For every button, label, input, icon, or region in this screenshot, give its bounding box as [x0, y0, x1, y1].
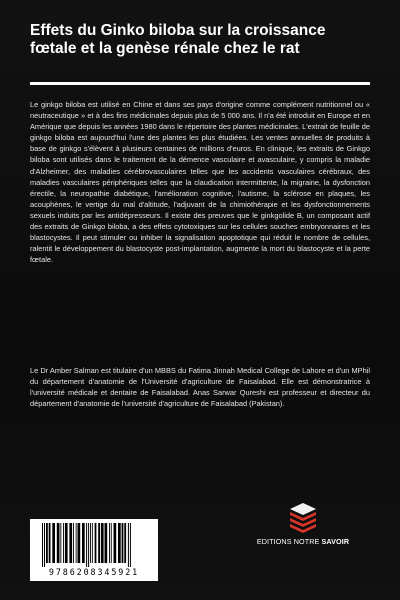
book-stack-icon	[283, 500, 323, 534]
publisher-name	[248, 537, 358, 546]
author-bio: Le Dr Amber Salman est titulaire d'un MBBS du Fatima Jinnah Medical College de Lahore et d'un MPhil du département d'anatomie de l'Université d'agriculture de Faisalabad. Elle est démonstratrice à l'université médicale et dentaire de Faisalabad. Anas Sarwar Qureshi est professeur et directeur du département d'anatomie de l'université d'agriculture de Faisalabad (Pakistan).	[30, 366, 370, 409]
book-title: Effets du Ginko biloba sur la croissance fœtale et la genèse rénale chez le rat	[30, 22, 326, 57]
barcode-bar	[46, 523, 48, 563]
barcode-bars	[41, 523, 153, 567]
isbn-barcode	[30, 519, 158, 581]
barcode-bar	[57, 523, 60, 563]
barcode-bar	[65, 523, 68, 563]
barcode-bar	[42, 523, 43, 567]
barcode-bar	[86, 523, 87, 567]
publisher-name-regular: EDITIONS NOTRE	[256, 537, 322, 546]
isbn-number: 9786208345921	[48, 567, 140, 577]
barcode-bar	[76, 523, 77, 563]
barcode-bar	[60, 523, 61, 563]
barcode-bar	[114, 523, 117, 563]
barcode-bar	[92, 523, 93, 563]
barcode-bar	[90, 523, 91, 563]
publisher-logo	[248, 500, 358, 548]
barcode-bar	[95, 523, 97, 563]
barcode-bar	[52, 523, 55, 563]
barcode-bar	[105, 523, 108, 563]
barcode-bar	[73, 523, 74, 563]
title-divider	[30, 82, 370, 85]
barcode-bar	[111, 523, 112, 563]
publisher-name-bold: SAVOIR	[321, 537, 350, 546]
barcode-bar	[49, 523, 51, 563]
barcode-bar	[69, 523, 72, 563]
barcode-bar	[78, 523, 81, 563]
barcode-bar	[88, 523, 89, 567]
barcode-bar	[118, 523, 121, 563]
barcode-bar	[122, 523, 124, 563]
barcode-bar	[128, 523, 129, 567]
barcode-bar	[63, 523, 64, 563]
barcode-bar	[109, 523, 110, 563]
barcode-bar	[101, 523, 104, 563]
barcode-bar	[44, 523, 45, 567]
barcode-bar	[130, 523, 131, 567]
barcode-bar	[82, 523, 85, 563]
book-description: Le ginkgo biloba est utilisé en Chine et dans ses pays d'origine comme complément nutritionnel ou « neutraceutique » et à des fins médicinales depuis plus de 5 000 ans. Il n'a été introduit en Europe et en Amérique que depuis les années 1980 dans le répertoire des plantes médicinales. L'extrait de feuille de ginkgo biloba est aujourd'hui l'une des plantes les plus étudiées. Les ventes annuelles de produits à base de ginkgo s'élèvent à plusieurs centaines de millions d'euros. En clinique, les extraits de Ginkgo biloba sont utilisés dans le traitement de la démence vasculaire et avasculaire, y compris la maladie d'Alzheimer, des maladies cérébrovasculaires telles que les accidents vasculaires cérébraux, des maladies vasculaires périphériques telles que la claudication intermittente, la migraine, la dysfonction érectile, la neuropathie diabétique, l'amélioration cognitive, l'autisme, la sclérose en plaques, les acouphènes, le vertige du mal d'altitude, l'adjuvant de la chimiothérapie et les dysfonctionnements sexuels induits par les antidépresseurs. Il existe des preuves que le ginkgolide B, un composant actif des extraits de Ginkgo biloba, a des effets cytotoxiques sur les cellules souches embryonnaires et les blastocystes. Il peut stimuler ou inhiber la signalisation apoptotique qui réduit le nombre de cellules, ralentit le développement du blastocyste post-implantation, augmente la mort du blastocyste et la perte fœtale.	[30, 100, 370, 265]
barcode-bar	[124, 523, 126, 563]
barcode-bar	[98, 523, 100, 563]
